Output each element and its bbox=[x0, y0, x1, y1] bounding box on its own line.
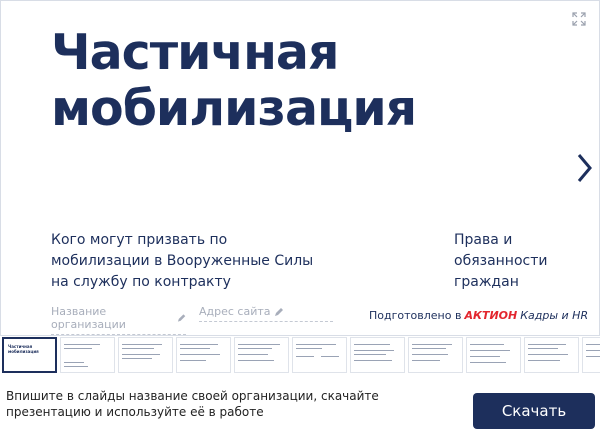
thumbnail-slide-7[interactable] bbox=[350, 337, 405, 373]
thumbnail-slide-10[interactable] bbox=[524, 337, 579, 373]
slide-rights-text: Права и обязанности граждан bbox=[454, 232, 548, 290]
expand-button[interactable] bbox=[571, 11, 587, 27]
thumbnail-slide-5[interactable] bbox=[234, 337, 289, 373]
thumbnail-slide-4[interactable] bbox=[176, 337, 231, 373]
thumbnail-slide-1[interactable] bbox=[2, 337, 57, 373]
slide-title bbox=[51, 25, 416, 137]
thumbnail-slide-2[interactable] bbox=[60, 337, 115, 373]
footer-instructions: Впишите в слайды название своей организации, скачайте презентацию и используйте её в работе bbox=[6, 389, 379, 419]
site-address-field[interactable] bbox=[199, 305, 333, 322]
thumbnail-strip bbox=[0, 336, 600, 376]
slide-title-line1: Частичная bbox=[51, 24, 339, 81]
thumbnail-slide-6[interactable] bbox=[292, 337, 347, 373]
site-address-placeholder: Адрес сайта bbox=[199, 305, 271, 318]
pencil-icon bbox=[274, 307, 284, 317]
slide-subtitle: Кого могут призвать по мобилизации в Вооруженные Силы на службу по контракту bbox=[51, 232, 314, 290]
prepared-label: Подготовлено в bbox=[369, 309, 462, 322]
organization-name-placeholder: Название организации bbox=[51, 305, 126, 331]
pencil-icon bbox=[177, 313, 186, 323]
slide-title-line2: мобилизация bbox=[51, 80, 417, 137]
aktion-logo bbox=[464, 309, 517, 322]
thumbnail-slide-3[interactable] bbox=[118, 337, 173, 373]
next-slide-button[interactable] bbox=[575, 151, 595, 185]
thumbnail-slide-11[interactable] bbox=[582, 337, 600, 373]
prepared-by bbox=[369, 309, 588, 322]
brand-hr-text: Кадры и HR bbox=[520, 309, 589, 322]
organization-name-field[interactable] bbox=[51, 305, 186, 335]
expand-icon bbox=[571, 11, 587, 27]
thumbnail-slide-9[interactable] bbox=[466, 337, 521, 373]
thumbnail-title: Частичная мобилизация bbox=[8, 344, 39, 354]
thumbnail-slide-8[interactable] bbox=[408, 337, 463, 373]
aktion-logo-text: АКТИОН bbox=[464, 309, 518, 322]
download-button[interactable]: Скачать bbox=[473, 393, 595, 429]
chevron-right-icon bbox=[575, 151, 595, 185]
